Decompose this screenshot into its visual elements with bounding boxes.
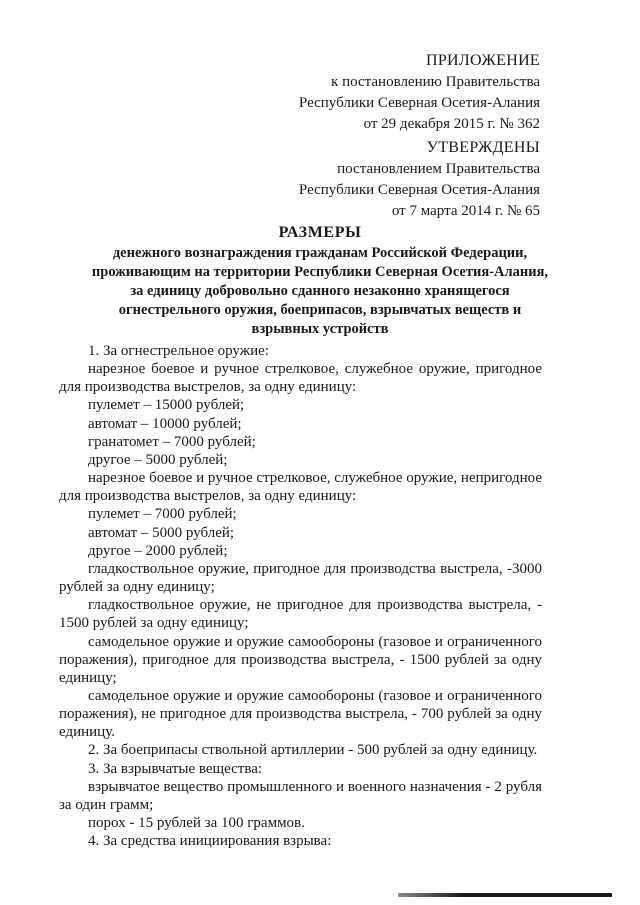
document-body <box>59 342 542 850</box>
approved-line-1: постановлением Правительства <box>337 161 540 177</box>
title-main: РАЗМЕРЫ <box>278 224 362 241</box>
list-item: другое – 5000 рублей; <box>88 451 228 468</box>
approved-heading: УТВЕРЖДЕНЫ <box>426 139 540 156</box>
list-item: другое – 2000 рублей; <box>88 542 228 559</box>
approved-line-3: от 7 марта 2014 г. № 65 <box>391 203 540 219</box>
title-sub-line: проживающим на территории Республики Северная Осетия-Алания, <box>91 264 549 280</box>
section-heading: 2. За боеприпасы ствольной артиллерии - 500 рублей за одну единицу. <box>88 742 538 759</box>
body-paragraph: нарезное боевое и ручное стрелковое, служебное оружие, непригодное для производства выстрелов, за одну единицу: <box>59 470 542 505</box>
list-item: пулемет – 15000 рублей; <box>88 397 245 414</box>
title-subtitle <box>60 244 580 339</box>
title-sub-line: взрывных устройств <box>251 321 389 337</box>
body-paragraph: гладкоствольное оружие, пригодное для производства выстрела, -3000 рублей за одну единицу; <box>59 560 542 596</box>
appendix-line-3: от 29 декабря 2015 г. № 362 <box>363 116 540 132</box>
body-paragraph: самодельное оружие и оружие самообороны (газовое и ограниченного поражения), не пригодное для производства выстрела, - 700 рублей за одну единицу. <box>59 687 542 741</box>
list-item: гранатомет – 7000 рублей; <box>88 433 256 450</box>
body-paragraph: нарезное боевое и ручное стрелковое, служебное оружие, пригодное для производства выстрелов, за одну единицу: <box>59 361 542 396</box>
body-paragraph: порох - 15 рублей за 100 граммов. <box>88 815 305 832</box>
appendix-header <box>299 50 540 135</box>
body-paragraph: взрывчатое вещество промышленного и военного назначения - 2 рубля за один грамм; <box>59 778 542 813</box>
approved-line-2: Республики Северная Осетия-Алания <box>298 182 540 198</box>
section-heading: 1. За огнестрельное оружие: <box>88 343 269 359</box>
document-title <box>60 223 580 339</box>
body-paragraph: самодельное оружие и оружие самообороны (газовое и ограниченного поражения), пригодное для производства выстрела, - 1500 рублей за одну единицу; <box>59 633 542 686</box>
title-sub-line: денежного вознаграждения гражданам Российской Федерации, <box>112 245 528 261</box>
list-item: автомат – 10000 рублей; <box>88 415 242 432</box>
body-paragraph: гладкоствольное оружие, не пригодное для производства выстрела, - 1500 рублей за одну единицу; <box>59 597 542 632</box>
title-sub-line: огнестрельного оружия, боеприпасов, взрывчатых веществ и <box>118 302 522 318</box>
approved-header <box>299 137 540 222</box>
bottom-divider <box>398 893 612 897</box>
section-heading: 3. За взрывчатые вещества: <box>88 760 263 777</box>
title-sub-line: за единицу добровольно сданного незаконно хранящегося <box>130 283 510 299</box>
appendix-line-1: к постановлению Правительства <box>331 74 540 90</box>
section-heading: 4. За средства инициирования взрыва: <box>88 833 332 850</box>
list-item: пулемет – 7000 рублей; <box>88 506 237 523</box>
appendix-line-2: Республики Северная Осетия-Алания <box>298 95 540 111</box>
appendix-heading: ПРИЛОЖЕНИЕ <box>425 52 540 69</box>
list-item: автомат – 5000 рублей; <box>88 524 235 541</box>
